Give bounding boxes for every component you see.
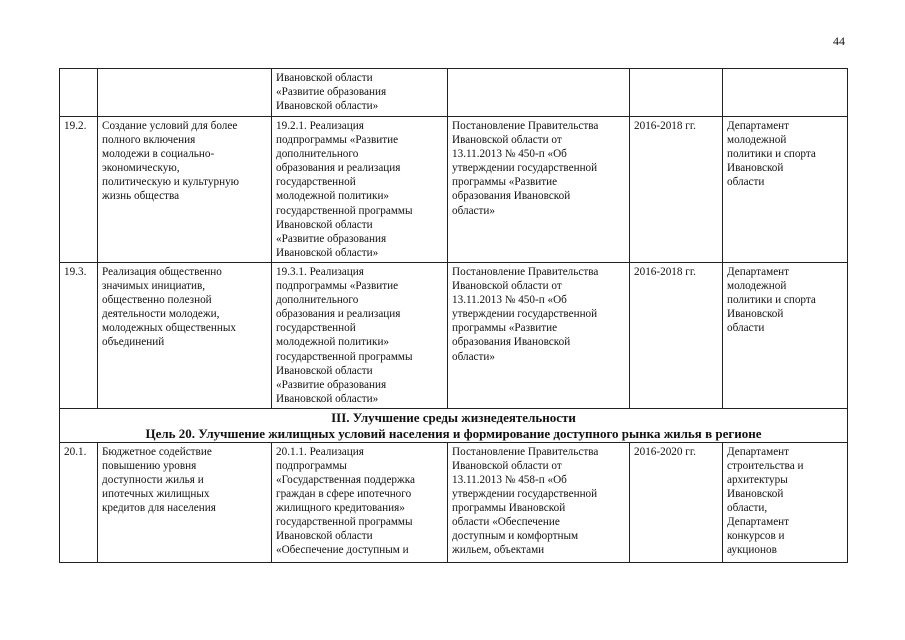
cell-num: 19.2.: [60, 117, 98, 263]
cell-document: Постановление Правительства Ивановской области от 13.11.2013 № 450-п «Об утверждении государственной программы «Развитие образования Ивановской области»: [448, 117, 630, 263]
cell-program: 20.1.1. Реализация подпрограммы «Государственная поддержка граждан в сфере ипотечного жилищного кредитования» государственной программы Ивановской области «Обеспечение доступным и: [272, 442, 448, 562]
cell-period: 2016-2018 гг.: [630, 263, 723, 409]
cell-measure: Бюджетное содействие повышению уровня доступности жилья и ипотечных жилищных кредитов для населения: [98, 442, 272, 562]
page-number: 44: [833, 34, 845, 48]
table-row: [60, 263, 848, 409]
cell-executor: Департамент строительства и архитектуры Ивановской области, Департамент конкурсов и аукционов: [723, 442, 848, 562]
cell-program: Ивановской области «Развитие образования Ивановской области»: [272, 69, 448, 117]
cell-executor: Департамент молодежной политики и спорта Ивановской области: [723, 117, 848, 263]
cell-executor: Департамент молодежной политики и спорта Ивановской области: [723, 263, 848, 409]
cell-num: [60, 69, 98, 117]
cell-program: 19.3.1. Реализация подпрограммы «Развитие дополнительного образования и реализация государственной молодежной политики» государственной программы Ивановской области «Развитие образования Ивановской области»: [272, 263, 448, 409]
cell-document: [448, 69, 630, 117]
cell-num: 19.3.: [60, 263, 98, 409]
cell-document: Постановление Правительства Ивановской области от 13.11.2013 № 450-п «Об утверждении государственной программы «Развитие образования Ивановской области»: [448, 263, 630, 409]
section-header-row: [60, 409, 848, 443]
table-row-continuation: [60, 69, 848, 117]
cell-measure: Реализация общественно значимых инициатив, общественно полезной деятельности молодежи, молодежных общественных объединений: [98, 263, 272, 409]
measures-table: [59, 68, 848, 563]
cell-period: [630, 69, 723, 117]
goal-title: Цель 20. Улучшение жилищных условий населения и формирование доступного рынка жилья в регионе: [145, 425, 762, 441]
cell-program: 19.2.1. Реализация подпрограммы «Развитие дополнительного образования и реализация государственной молодежной политики» государственной программы Ивановской области «Развитие образования Ивановской области»: [272, 117, 448, 263]
section-header-cell: [60, 409, 848, 443]
cell-measure: Создание условий для более полного включения молодежи в социально- экономическую, политическую и культурную жизнь общества: [98, 117, 272, 263]
cell-executor: [723, 69, 848, 117]
table-row: [60, 117, 848, 263]
section-title: III. Улучшение среды жизнедеятельности: [331, 410, 576, 425]
cell-period: 2016-2018 гг.: [630, 117, 723, 263]
cell-measure: [98, 69, 272, 117]
cell-period: 2016-2020 гг.: [630, 442, 723, 562]
cell-document: Постановление Правительства Ивановской области от 13.11.2013 № 458-п «Об утверждении государственной программы Ивановской области «Обеспечение доступным и комфортным жильем, объектами: [448, 442, 630, 562]
cell-num: 20.1.: [60, 442, 98, 562]
table-row: [60, 442, 848, 562]
